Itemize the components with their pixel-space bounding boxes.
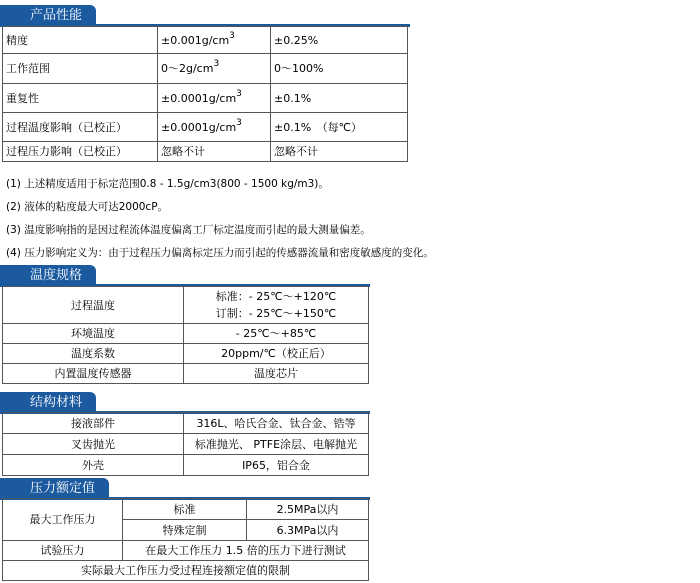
- pressure-table: [2, 498, 369, 581]
- row-label: 温度系数: [3, 344, 184, 364]
- row-label: 过程温度: [3, 287, 184, 324]
- table-row: [3, 324, 369, 344]
- row-label: 精度: [3, 27, 158, 54]
- table-row: [3, 499, 369, 520]
- table-row: [3, 434, 369, 455]
- custom-label: 特殊定制: [123, 520, 247, 541]
- standard-label: 标准: [123, 499, 247, 520]
- row-value: 温度芯片: [184, 364, 369, 384]
- note-1: (1) 上述精度适用于标定范围0.8 - 1.5g/cm3(800 - 1500 kg/m3)。: [6, 178, 329, 190]
- row-value: IP65，铝合金: [184, 455, 369, 476]
- table-row: [3, 287, 369, 324]
- process-temp-custom: 订制：- 25℃～+150℃: [215, 307, 337, 320]
- row-value2: ±0.1%: [271, 84, 408, 113]
- table-row: [3, 413, 369, 434]
- section-header-structure: [0, 392, 370, 414]
- custom-value: 6.3MPa以内: [247, 520, 369, 541]
- note-3: (3) 温度影响指的是因过程流体温度偏离工厂标定温度而引起的最大测量偏差。: [6, 224, 371, 236]
- standard-value: 2.5MPa以内: [247, 499, 369, 520]
- table-row: [3, 27, 408, 54]
- row-label: 叉齿抛光: [3, 434, 184, 455]
- row-label: 过程压力影响（已校正）: [3, 142, 158, 162]
- row-value2: 忽略不计: [271, 142, 408, 162]
- note-4: (4) 压力影响定义为：由于过程压力偏离标定压力而引起的传感器流量和密度敏感度的变化。: [6, 247, 434, 259]
- row-value: 20ppm/℃（校正后）: [184, 344, 369, 364]
- structure-table: [2, 412, 369, 476]
- temperature-table: [2, 286, 369, 384]
- row-value2: ±0.25%: [271, 27, 408, 54]
- row-value: 标准抛光、 PTFE涂层、电解抛光: [184, 434, 369, 455]
- max-pressure-label: 最大工作压力: [3, 499, 123, 541]
- row-value: 316L、哈氏合金、钛合金、锆等: [184, 413, 369, 434]
- row-label: 接液部件: [3, 413, 184, 434]
- row-value2: ±0.1% （每℃）: [271, 113, 408, 142]
- table-row: [3, 541, 369, 561]
- row-value: $\pm 0.001g/cm^3$: [158, 27, 271, 54]
- section-title: 温度规格: [0, 265, 96, 287]
- section-header-pressure: [0, 478, 370, 500]
- note-2: (2) 液体的粘度最大可达2000cP。: [6, 201, 169, 213]
- row-value: $\pm 0.0001g/cm^3$: [158, 113, 271, 142]
- row-value2: 0～100%: [271, 54, 408, 84]
- section-title: 压力额定值: [0, 478, 109, 500]
- process-temp-standard: 标准：- 25℃～+120℃: [215, 290, 337, 303]
- row-value: [184, 287, 369, 324]
- table-row: [3, 364, 369, 384]
- table-row: [3, 84, 408, 113]
- section-header-performance: [0, 5, 410, 27]
- section-title: 产品性能: [0, 5, 96, 27]
- pressure-footer-note: 实际最大工作压力受过程连接额定值的限制: [3, 561, 369, 581]
- row-label: 工作范围: [3, 54, 158, 84]
- row-value: 忽略不计: [158, 142, 271, 162]
- performance-table: [2, 26, 408, 162]
- row-label: 外壳: [3, 455, 184, 476]
- row-value: $\pm 0.0001g/cm^3$: [158, 84, 271, 113]
- row-value: - 25℃～+85℃: [184, 324, 369, 344]
- table-row: [3, 344, 369, 364]
- table-row: [3, 142, 408, 162]
- row-label: 过程温度影响（已校正）: [3, 113, 158, 142]
- row-value: $0\sim 2g/cm^3$: [158, 54, 271, 84]
- test-pressure-value: 在最大工作压力 1.5 倍的压力下进行测试: [123, 541, 369, 561]
- table-row: [3, 113, 408, 142]
- table-row: [3, 561, 369, 581]
- section-header-temperature: [0, 265, 370, 287]
- table-row: [3, 54, 408, 84]
- row-label: 内置温度传感器: [3, 364, 184, 384]
- test-pressure-label: 试验压力: [3, 541, 123, 561]
- section-title: 结构材料: [0, 392, 96, 414]
- table-row: [3, 455, 369, 476]
- row-label: 重复性: [3, 84, 158, 113]
- row-label: 环境温度: [3, 324, 184, 344]
